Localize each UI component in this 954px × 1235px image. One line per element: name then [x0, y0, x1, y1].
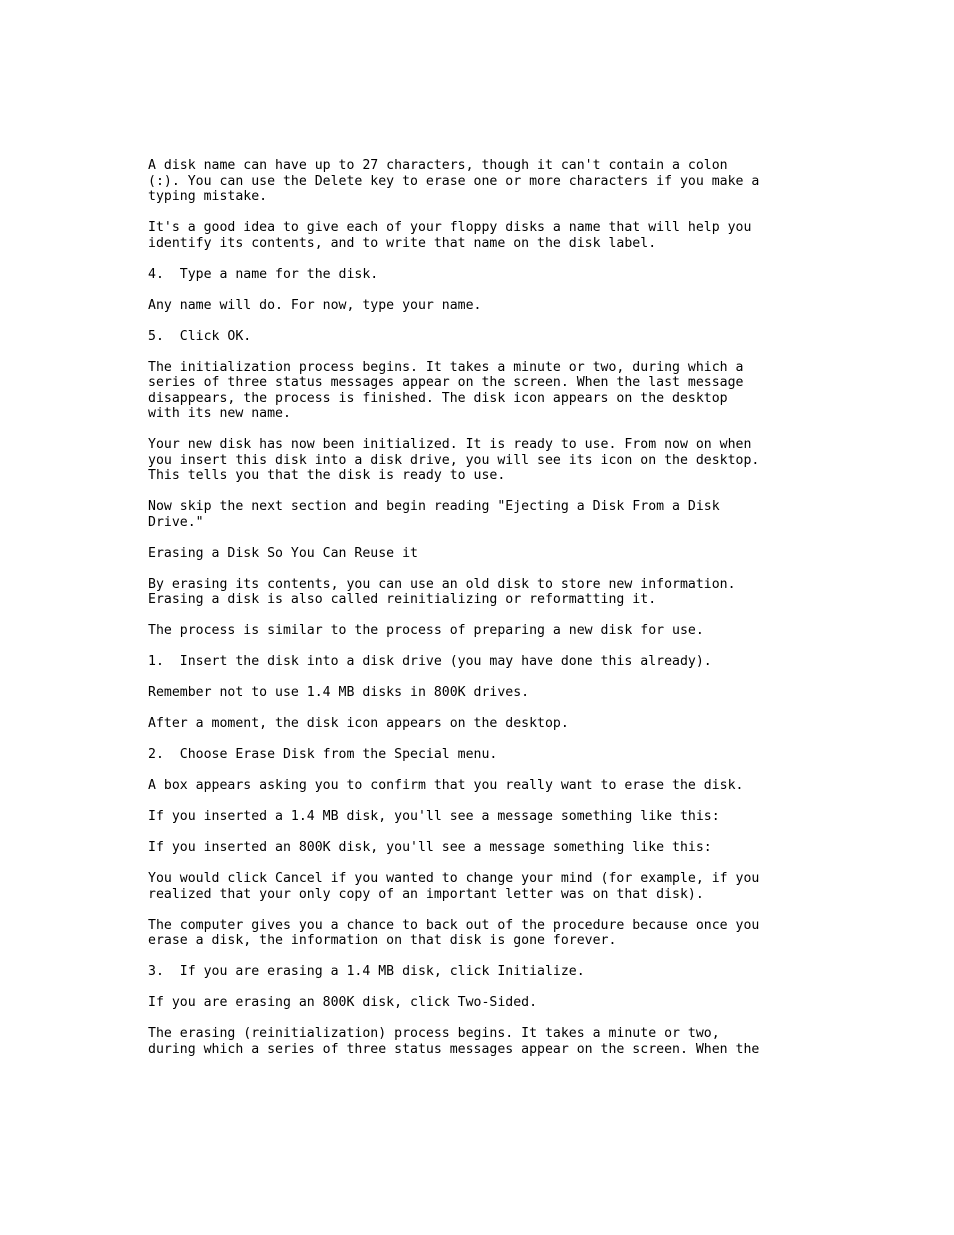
step-1-insert-disk: 1. Insert the disk into a disk drive (you may have done this already).: [148, 654, 712, 669]
section-heading-erasing-disk: Erasing a Disk So You Can Reuse it: [148, 545, 418, 561]
paragraph-click-two-sided: If you are erasing an 800K disk, click Two-Sided.: [148, 995, 538, 1010]
paragraph-1-4mb-message: If you inserted a 1.4 MB disk, you'll see a message something like this:: [148, 809, 720, 824]
paragraph-back-out: The computer gives you a chance to back out of the procedure because once you erase a disk, the information on that disk is gone forever.: [148, 917, 760, 948]
paragraph-disk-initialized: Your new disk has now been initialized. It is ready to use. From now on when you insert this disk into a disk drive, you will see its icon on the desktop. This tells you that the disk is ready to use.: [148, 437, 760, 483]
paragraph-disk-name-rules: A disk name can have up to 27 characters, though it can't contain a colon (:). You can use the Delete key to erase one or more characters if you make a typing mistake.: [148, 158, 760, 204]
paragraph-800k-message: If you inserted an 800K disk, you'll see a message something like this:: [148, 840, 712, 855]
paragraph-initialization-process: The initialization process begins. It takes a minute or two, during which a series of three status messages appear on the screen. When the last message disappears, the process is finished. The disk icon appears on the desktop with its new name.: [148, 359, 744, 421]
step-3-click-initialize: 3. If you are erasing a 1.4 MB disk, click Initialize.: [148, 964, 585, 979]
step-2-choose-erase: 2. Choose Erase Disk from the Special menu.: [148, 747, 498, 762]
paragraph-erasing-process: The erasing (reinitialization) process begins. It takes a minute or two, during which a series of three status messages appear on the screen. When the: [148, 1026, 760, 1057]
step-5-click-ok: 5. Click OK.: [148, 328, 252, 344]
paragraph-confirm-box: A box appears asking you to confirm that you really want to erase the disk.: [148, 778, 744, 793]
step-4-type-name: 4. Type a name for the disk.: [148, 266, 379, 282]
paragraph-naming-tip: It's a good idea to give each of your floppy disks a name that will help you identify its contents, and to write that name on the disk label.: [148, 220, 752, 251]
document-page: [148, 158, 848, 1073]
paragraph-erasing-intro: By erasing its contents, you can use an old disk to store new information. Erasing a disk is also called reinitializing or reformatting it.: [148, 576, 736, 607]
paragraph-click-cancel: You would click Cancel if you wanted to change your mind (for example, if you realized that your only copy of an important letter was on that disk).: [148, 871, 760, 902]
paragraph-any-name: Any name will do. For now, type your name.: [148, 297, 482, 313]
paragraph-skip-next-section: Now skip the next section and begin reading "Ejecting a Disk From a Disk Drive.": [148, 499, 720, 530]
paragraph-process-similar: The process is similar to the process of preparing a new disk for use.: [148, 623, 704, 638]
paragraph-drive-warning: Remember not to use 1.4 MB disks in 800K drives.: [148, 685, 530, 700]
paragraph-icon-appears: After a moment, the disk icon appears on the desktop.: [148, 716, 569, 731]
